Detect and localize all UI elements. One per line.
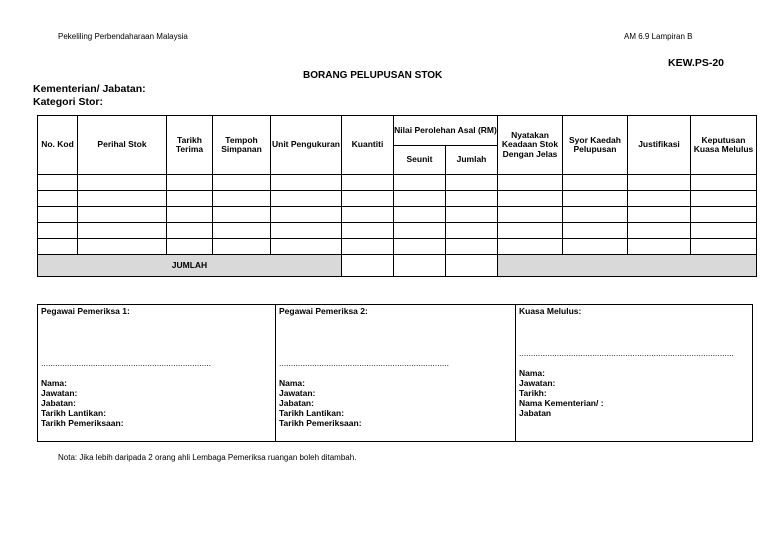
table-cell[interactable] (342, 207, 394, 223)
col-header-syor-kaedah: Syor Kaedah Pelupusan (563, 116, 628, 175)
table-cell[interactable] (498, 207, 563, 223)
field-jawatan: Jawatan: (41, 388, 78, 398)
table-cell[interactable] (271, 207, 342, 223)
table-cell[interactable] (38, 239, 78, 255)
table-cell[interactable] (691, 239, 757, 255)
form-code: KEW.PS-20 (668, 57, 725, 69)
table-cell[interactable] (394, 239, 446, 255)
table-cell[interactable] (38, 223, 78, 239)
table-cell[interactable] (563, 207, 628, 223)
table-cell[interactable] (167, 191, 213, 207)
pegawai-2-title: Pegawai Pemeriksa 2: (279, 306, 368, 316)
pegawai-2-fields (279, 378, 362, 428)
table-cell[interactable] (213, 239, 271, 255)
col-header-nilai-perolehan: Nilai Perolehan Asal (RM) (394, 116, 498, 146)
table-cell[interactable] (394, 175, 446, 191)
field-nama-kementerian: Nama Kementerian/ : (519, 398, 604, 408)
table-cell[interactable] (446, 175, 498, 191)
field-jawatan: Jawatan: (519, 378, 556, 388)
table-cell[interactable] (167, 239, 213, 255)
form-title: BORANG PELUPUSAN STOK (303, 70, 443, 81)
table-row (38, 239, 757, 255)
table-cell[interactable] (563, 223, 628, 239)
table-cell[interactable] (446, 191, 498, 207)
table-cell[interactable] (446, 239, 498, 255)
header-right-text: AM 6.9 Lampiran B (624, 32, 693, 41)
table-cell[interactable] (213, 175, 271, 191)
total-shaded-cell (498, 255, 757, 277)
signature-box (37, 304, 753, 442)
table-cell[interactable] (628, 191, 691, 207)
table-cell[interactable] (394, 191, 446, 207)
table-cell[interactable] (498, 191, 563, 207)
table-row (38, 191, 757, 207)
table-cell[interactable] (271, 223, 342, 239)
table-cell[interactable] (691, 175, 757, 191)
table-cell[interactable] (628, 239, 691, 255)
col-header-unit-pengukuran: Unit Pengukuran (271, 116, 342, 175)
pegawai-1-fields (41, 378, 124, 428)
table-cell[interactable] (271, 239, 342, 255)
col-header-jumlah: Jumlah (446, 146, 498, 175)
col-header-perihal-stok: Perihal Stok (78, 116, 167, 175)
table-cell[interactable] (498, 175, 563, 191)
table-cell[interactable] (213, 191, 271, 207)
table-cell[interactable] (563, 239, 628, 255)
table-cell[interactable] (628, 175, 691, 191)
table-cell[interactable] (167, 223, 213, 239)
col-header-seunit: Seunit (394, 146, 446, 175)
kategori-label: Kategori Stor: (33, 96, 104, 108)
table-cell[interactable] (446, 207, 498, 223)
field-tarikh-lantikan: Tarikh Lantikan: (41, 408, 107, 418)
stock-disposal-table (37, 115, 757, 277)
col-header-no-kod: No. Kod (38, 116, 78, 175)
field-tarikh-pemeriksaan: Tarikh Pemeriksaan: (279, 418, 362, 428)
field-jabatan: Jabatan: (279, 398, 314, 408)
col-header-nyatakan-keadaan: Nyatakan Keadaan Stok Dengan Jelas (498, 116, 563, 175)
field-nama: Nama: (519, 368, 545, 378)
kuasa-melulus-title: Kuasa Melulus: (519, 306, 582, 316)
table-cell[interactable] (38, 207, 78, 223)
table-cell[interactable] (691, 191, 757, 207)
table-cell[interactable] (394, 207, 446, 223)
field-jabatan: Jabatan: (41, 398, 76, 408)
table-cell[interactable] (446, 223, 498, 239)
col-header-tarikh-terima: Tarikh Terima (167, 116, 213, 175)
col-header-kuantiti: Kuantiti (342, 116, 394, 175)
field-tarikh-pemeriksaan: Tarikh Pemeriksaan: (41, 418, 124, 428)
pegawai-pemeriksa-1-section (38, 305, 275, 441)
table-cell[interactable] (78, 175, 167, 191)
col-header-tempoh-simpanan: Tempoh Simpanan (213, 116, 271, 175)
kementerian-label: Kementerian/ Jabatan: (33, 83, 146, 95)
table-cell[interactable] (78, 223, 167, 239)
footnote: Nota: Jika lebih daripada 2 orang ahli Lembaga Pemeriksa ruangan boleh ditambah. (58, 453, 357, 462)
total-jumlah-cell[interactable] (446, 255, 498, 277)
table-cell[interactable] (628, 223, 691, 239)
table-cell[interactable] (628, 207, 691, 223)
table-cell[interactable] (38, 175, 78, 191)
table-cell[interactable] (691, 207, 757, 223)
field-nama: Nama: (41, 378, 67, 388)
table-cell[interactable] (78, 239, 167, 255)
table-cell[interactable] (563, 175, 628, 191)
field-tarikh: Tarikh: (519, 388, 547, 398)
table-cell[interactable] (498, 223, 563, 239)
kuasa-melulus-section (515, 305, 754, 441)
table-cell[interactable] (271, 175, 342, 191)
table-row (38, 207, 757, 223)
table-cell[interactable] (342, 223, 394, 239)
table-cell[interactable] (691, 223, 757, 239)
table-cell[interactable] (498, 239, 563, 255)
table-row (38, 175, 757, 191)
field-jawatan: Jawatan: (279, 388, 316, 398)
table-cell[interactable] (342, 191, 394, 207)
col-header-justifikasi: Justifikasi (628, 116, 691, 175)
kuasa-signature-line[interactable]: ........................................................................................... (519, 348, 734, 358)
col-header-keputusan: Keputusan Kuasa Melulus (691, 116, 757, 175)
table-cell[interactable] (38, 191, 78, 207)
table-cell[interactable] (271, 191, 342, 207)
table-cell[interactable] (213, 207, 271, 223)
table-cell[interactable] (342, 175, 394, 191)
header-left-text: Pekeliling Perbendaharaan Malaysia (58, 32, 188, 41)
kuasa-fields (519, 368, 604, 418)
field-jabatan: Jabatan (519, 408, 552, 418)
total-row (38, 255, 757, 277)
pegawai-1-title: Pegawai Pemeriksa 1: (41, 306, 130, 316)
table-cell[interactable] (78, 191, 167, 207)
table-cell[interactable] (167, 207, 213, 223)
pegawai-2-signature-line[interactable]: ........................................................................ (279, 358, 450, 368)
table-cell[interactable] (213, 223, 271, 239)
table-row (38, 223, 757, 239)
table-cell[interactable] (167, 175, 213, 191)
pegawai-pemeriksa-2-section (275, 305, 515, 441)
table-cell[interactable] (342, 239, 394, 255)
total-seunit-cell[interactable] (394, 255, 446, 277)
table-cell[interactable] (563, 191, 628, 207)
total-kuantiti-cell[interactable] (342, 255, 394, 277)
field-tarikh-lantikan: Tarikh Lantikan: (279, 408, 345, 418)
total-label: JUMLAH (38, 255, 342, 277)
table-cell[interactable] (394, 223, 446, 239)
table-cell[interactable] (78, 207, 167, 223)
pegawai-1-signature-line[interactable]: ........................................................................ (41, 358, 212, 368)
field-nama: Nama: (279, 378, 305, 388)
